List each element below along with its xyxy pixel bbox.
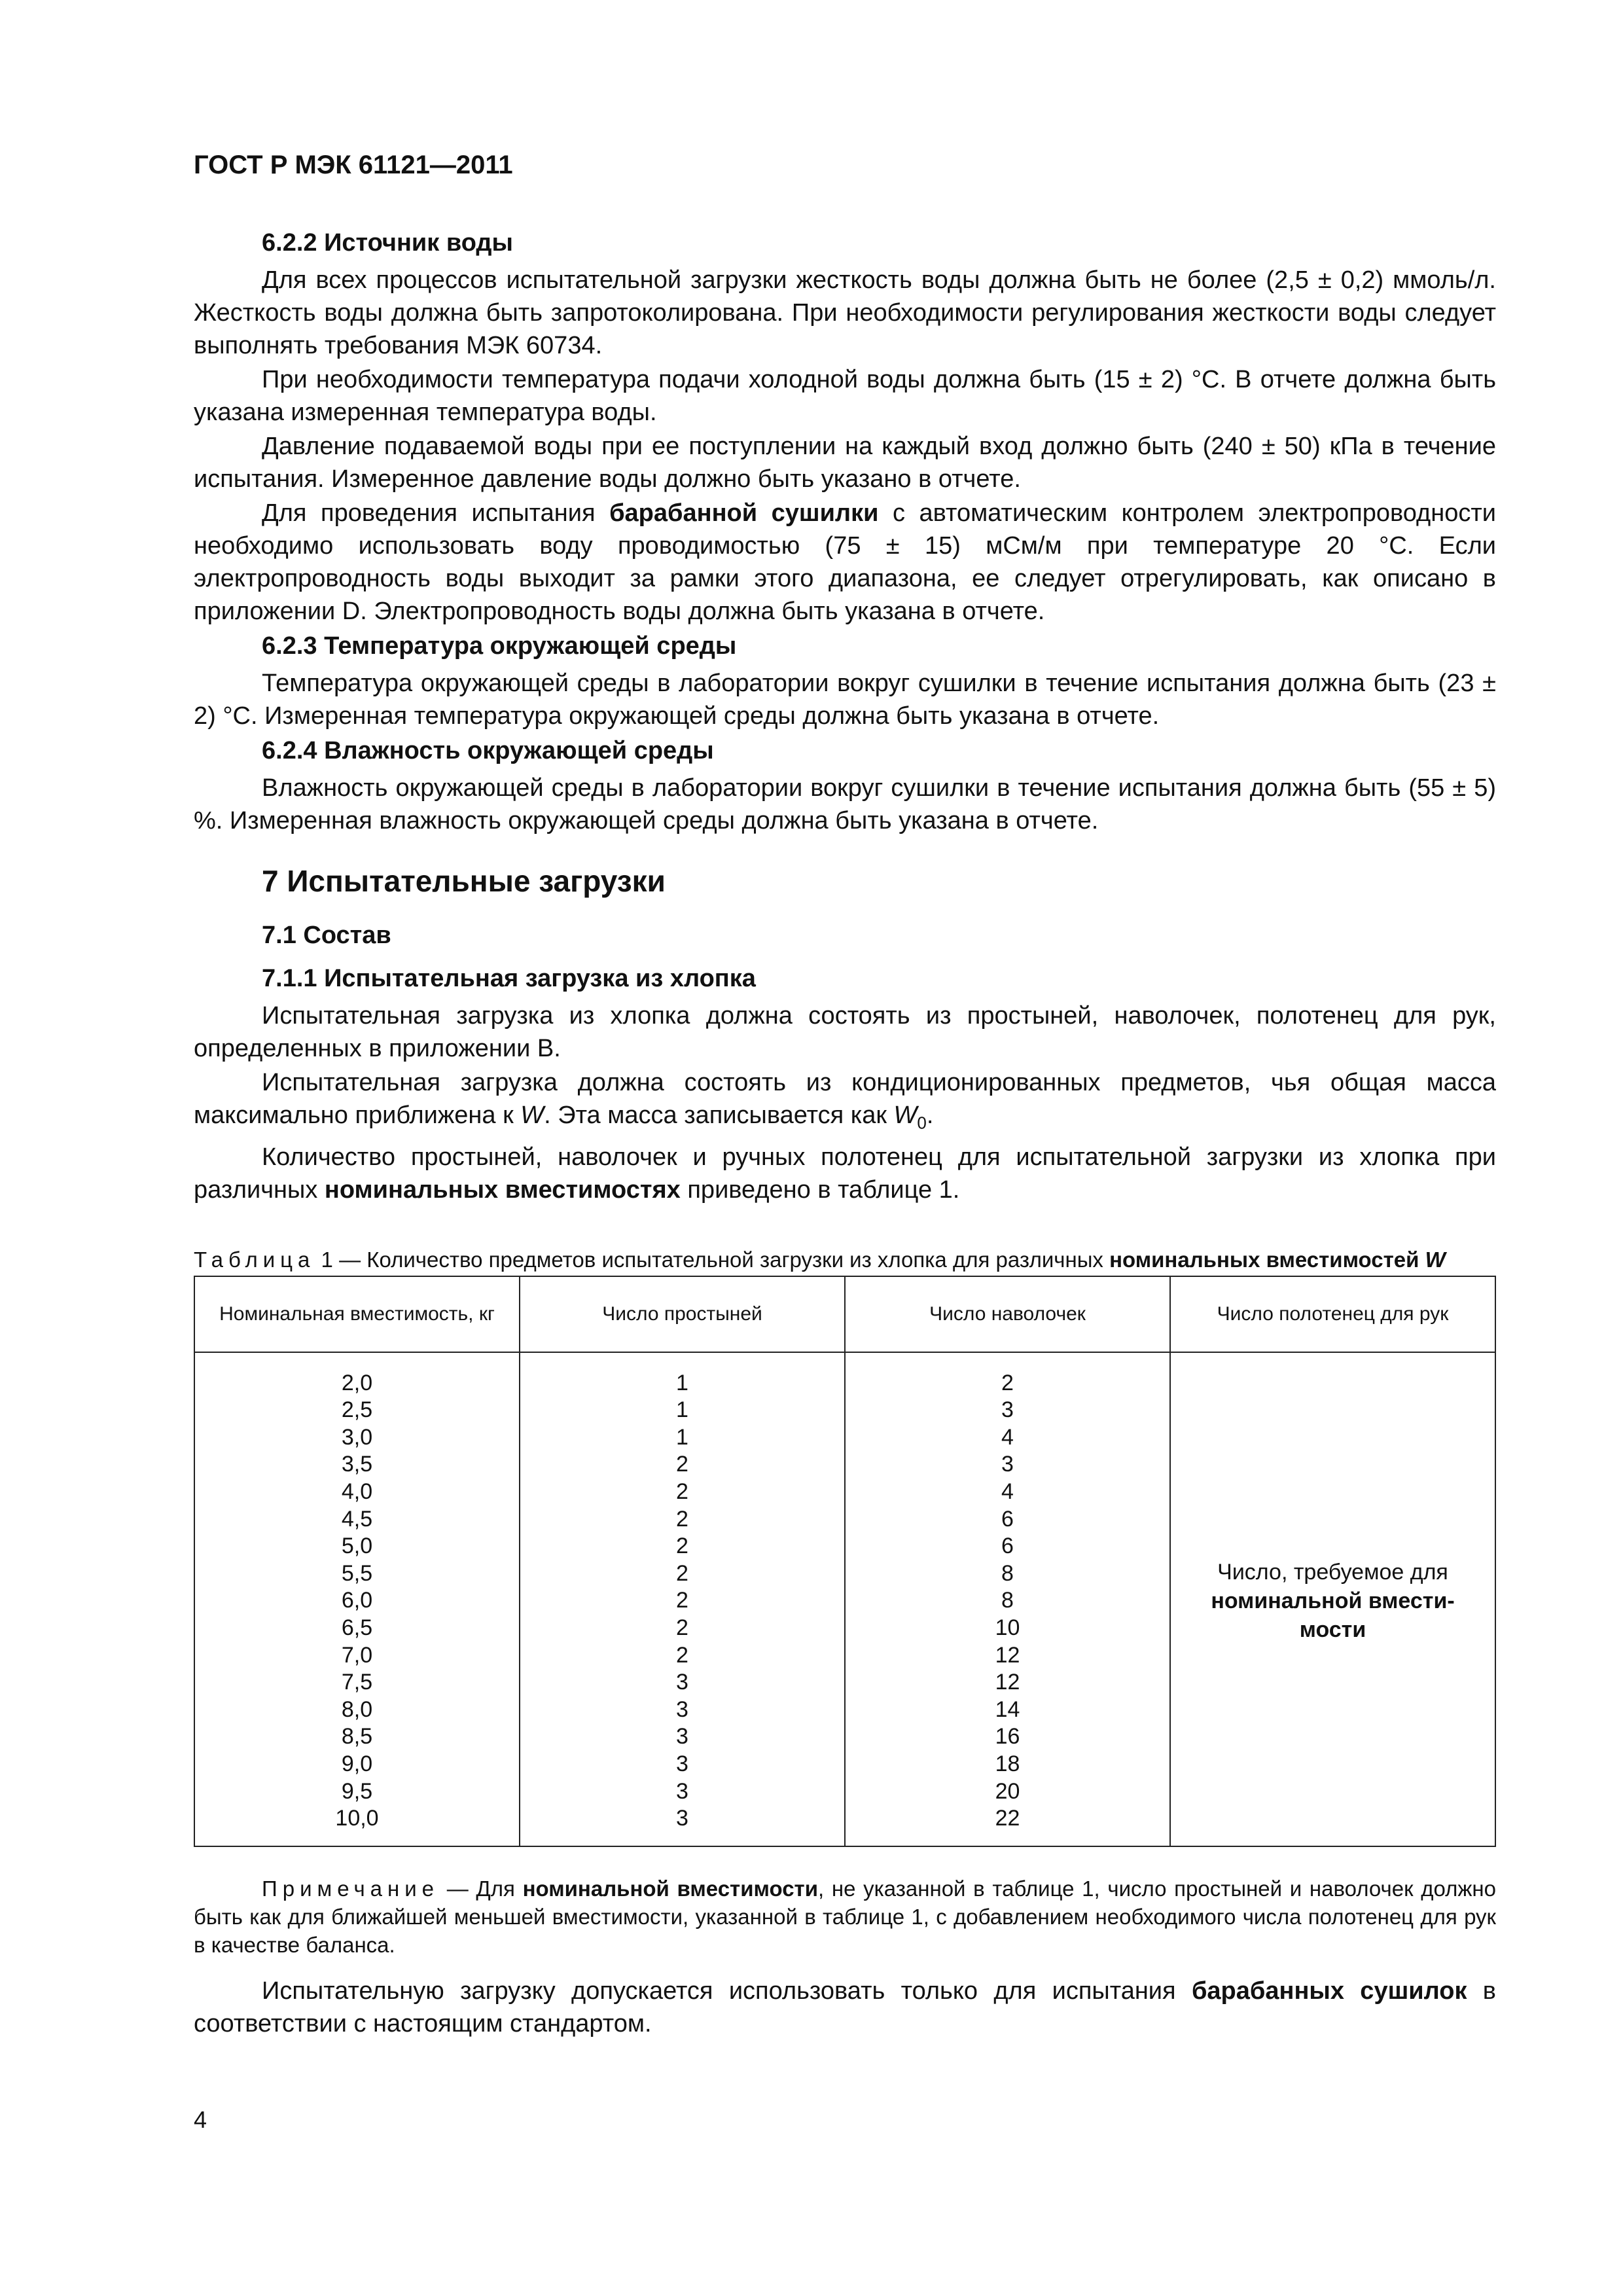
- table-cell-sheets: 3: [676, 1696, 688, 1722]
- table-cell-pillowcases: 4: [1001, 1479, 1014, 1504]
- table-cell-capacity: 5,0: [341, 1534, 373, 1559]
- table-cell-pillowcases: 3: [1001, 1397, 1014, 1423]
- table-cell-sheets: 2: [676, 1642, 688, 1668]
- paragraph: Давление подаваемой воды при ее поступлении на каждый вход должно быть (240 ± 50) кПа в течение испытания. Измеренное давление воды должно быть указано в отчете.: [194, 433, 1496, 493]
- pillowcases-column: [845, 1357, 1170, 1846]
- section-7-1-heading: 7.1 Состав: [262, 922, 391, 949]
- table-cell-capacity: 6,0: [341, 1588, 373, 1613]
- table-cell-pillowcases: 14: [995, 1696, 1020, 1722]
- table-cell-capacity: 2,0: [341, 1370, 373, 1395]
- table-cell-pillowcases: 20: [995, 1778, 1020, 1804]
- table-cell-sheets: 2: [676, 1452, 688, 1477]
- section-6-2-4-heading: 6.2.4 Влажность окружающей среды: [262, 737, 714, 764]
- table-cell-capacity: 3,5: [341, 1452, 373, 1477]
- table-cell-capacity: 9,0: [341, 1751, 373, 1776]
- section-7-1-1-heading: 7.1.1 Испытательная загрузка из хлопка: [262, 965, 756, 992]
- table-cell-pillowcases: 6: [1001, 1506, 1014, 1532]
- table-cell-sheets: 1: [676, 1397, 688, 1423]
- paragraph: Температура окружающей среды в лаборатории вокруг сушилки в течение испытания должна быть (23 ± 2) °С. Измеренная температура окружающей среды должна быть указана в отчете.: [194, 670, 1496, 730]
- table-cell-capacity: 7,0: [341, 1642, 373, 1668]
- table-cell-pillowcases: 22: [995, 1806, 1020, 1831]
- section-6-2-3-heading: 6.2.3 Температура окружающей среды: [262, 632, 737, 660]
- paragraph: Влажность окружающей среды в лаборатории вокруг сушилки в течение испытания должна быть (55 ± 5) %. Измеренная влажность окружающей среды должна быть указана в отчете.: [194, 774, 1496, 834]
- table-note: Примечание — Для номинальной вместимости, не указанной в таблице 1, число простыней и наволочек должно быть как для ближайшей меньшей вместимости, указанной в таблице 1, с добавлением необходимого числа полотенец для рук в качестве баланса.: [194, 1876, 1496, 1957]
- table-cell-capacity: 7,5: [341, 1670, 373, 1695]
- table-cell-sheets: 2: [676, 1588, 688, 1613]
- table-cell-pillowcases: 18: [995, 1751, 1020, 1776]
- document-header: ГОСТ Р МЭК 61121—2011: [194, 151, 513, 179]
- table-cell-capacity: 8,0: [341, 1696, 373, 1722]
- table-cell-pillowcases: 3: [1001, 1452, 1014, 1477]
- table-cell-pillowcases: 16: [995, 1724, 1020, 1749]
- table-cell-sheets: 3: [676, 1724, 688, 1749]
- table-cell-sheets: 2: [676, 1506, 688, 1532]
- table-cell-capacity: 4,5: [341, 1506, 373, 1532]
- table-cell-sheets: 3: [676, 1806, 688, 1831]
- table-cell-capacity: 2,5: [341, 1397, 373, 1423]
- section-7-heading: 7 Испытательные загрузки: [262, 864, 666, 898]
- table-cell-capacity: 9,5: [341, 1778, 373, 1804]
- paragraph: Испытательная загрузка из хлопка должна состоять из простыней, наволочек, полотенец для рук, определенных в приложении В.: [194, 1002, 1496, 1062]
- table-cell-pillowcases: 12: [995, 1642, 1020, 1668]
- capacity-column: [194, 1357, 520, 1846]
- column-header-towels: Число полотенец для рук: [1170, 1276, 1495, 1352]
- sheets-column: [520, 1357, 845, 1846]
- closing-paragraph: Испытательную загрузку допускается использовать только для испытания барабанных сушилок в соответствии с настоящим стандартом.: [194, 1977, 1496, 2037]
- column-header-capacity: Номинальная вместимость, кг: [194, 1276, 520, 1352]
- table-cell-pillowcases: 8: [1001, 1588, 1014, 1613]
- table-cell-pillowcases: 2: [1001, 1370, 1014, 1395]
- paragraph: Количество простыней, наволочек и ручных полотенец для испытательной загрузки из хлопка при различных номинальных вместимостях приведено в таблице 1.: [194, 1143, 1496, 1204]
- table-cell-sheets: 1: [676, 1424, 688, 1450]
- table-cell-capacity: 8,5: [341, 1724, 373, 1749]
- column-header-pillowcases: Число наволочек: [845, 1276, 1170, 1352]
- column-header-sheets: Число простыней: [520, 1276, 845, 1352]
- table-cell-pillowcases: 12: [995, 1670, 1020, 1695]
- paragraph: Для всех процессов испытательной загрузки жесткость воды должна быть не более (2,5 ± 0,2) ммоль/л. Жесткость воды должна быть запротоколирована. При необходимости регулирования жесткости воды следует выполнять требования МЭК 60734.: [194, 266, 1496, 359]
- paragraph: Для проведения испытания барабанной сушилки с автоматическим контролем электропроводности необходимо использовать воду проводимостью (75 ± 15) мСм/м при температуре 20 °С. Если электропроводность воды выходит за рамки этого диапазона, ее следует отрегулировать, как описано в приложении D. Электропроводность воды должна быть указана в отчете.: [194, 499, 1496, 625]
- page-number: 4: [194, 2106, 207, 2133]
- table-cell-sheets: 3: [676, 1670, 688, 1695]
- table-cell-sheets: 2: [676, 1479, 688, 1504]
- document-page: [194, 151, 1496, 2041]
- table-cell-sheets: 2: [676, 1534, 688, 1559]
- table-cell-sheets: 2: [676, 1615, 688, 1640]
- table-cell-sheets: 1: [676, 1370, 688, 1395]
- table-cell-capacity: 6,5: [341, 1615, 373, 1640]
- table-cell-pillowcases: 8: [1001, 1560, 1014, 1586]
- towels-cell: Число, требуемое для номинальной вмести- мости: [1170, 1357, 1495, 1846]
- table-1: [194, 1276, 1496, 1847]
- table-cell-sheets: 3: [676, 1778, 688, 1804]
- section-6-2-2-heading: 6.2.2 Источник воды: [262, 229, 513, 257]
- paragraph: При необходимости температура подачи холодной воды должна быть (15 ± 2) °С. В отчете должна быть указана измеренная температура воды.: [194, 366, 1496, 426]
- table-cell-capacity: 5,5: [341, 1560, 373, 1586]
- table-cell-capacity: 4,0: [341, 1479, 373, 1504]
- table-cell-pillowcases: 4: [1001, 1424, 1014, 1450]
- table-cell-pillowcases: 6: [1001, 1534, 1014, 1559]
- paragraph: Испытательная загрузка должна состоять из кондиционированных предметов, чья общая масса максимально приближена к W. Эта масса записывается как $W_0$.: [194, 1069, 1496, 1133]
- table-cell-pillowcases: 10: [995, 1615, 1020, 1640]
- table-caption: Таблица 1 — Количество предметов испытательной загрузки из хлопка для различных номинальных вместимостей W: [194, 1247, 1446, 1272]
- table-cell-capacity: 3,0: [341, 1424, 373, 1450]
- table-cell-sheets: 3: [676, 1751, 688, 1776]
- table-cell-sheets: 2: [676, 1560, 688, 1586]
- table-cell-capacity: 10,0: [335, 1806, 379, 1831]
